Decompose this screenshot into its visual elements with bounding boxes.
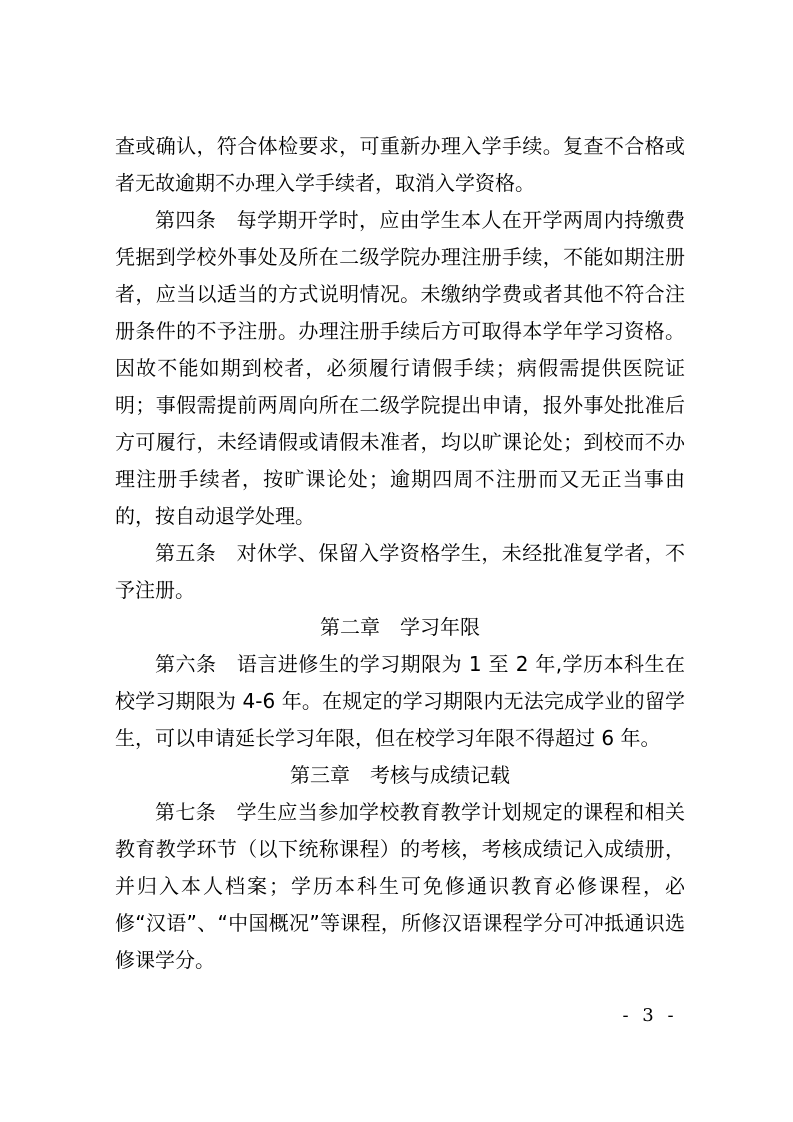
- article-5: 第五条 对休学、保留入学资格学生，未经批准复学者，不予注册。: [115, 541, 685, 602]
- page-number: - 3 -: [622, 1005, 678, 1026]
- article-4: 第四条 每学期开学时，应由学生本人在开学两周内持缴费凭据到学校外事处及所在二级学院办理注册手续，不能如期注册者，应当以适当的方式说明情况。未缴纳学费或者其他不符合注册条件的不予注册。办理注册手续后方可取得本学年学习资格。因故不能如期到校者，必须履行请假手续；病假需提供医院证明；事假需提前两周向所在二级学院提出申请，报外事处批准后方可履行，未经请假或请假未准者，均以旷课论处；到校而不办理注册手续者，按旷课论处；逾期四周不注册而又无正当事由的，按自动退学处理。: [115, 208, 685, 528]
- chapter-3-heading: 第三章 考核与成绩记载: [290, 763, 510, 787]
- article-7: 第七条 学生应当参加学校教育教学计划规定的课程和相关教育教学环节（以下统称课程）的考核，考核成绩记入成绩册，并归入本人档案；学历本科生可免修通识教育必修课程，必修“汉语”、“中国概况”等课程，所修汉语课程学分可冲抵通识选修课学分。: [115, 800, 685, 972]
- chapter-2-heading: 第二章 学习年限: [320, 615, 480, 639]
- article-6: 第六条 语言进修生的学习期限为 1 至 2 年,学历本科生在校学习期限为 4-6 年。在规定的学习期限内无法完成学业的留学生，可以申请延长学习年限，但在校学习年限不得超过 6 年。: [115, 652, 685, 750]
- paragraph-continuation: 查或确认，符合体检要求，可重新办理入学手续。复查不合格或者无故逾期不办理入学手续者，取消入学资格。: [115, 134, 685, 195]
- document-body: [115, 128, 685, 979]
